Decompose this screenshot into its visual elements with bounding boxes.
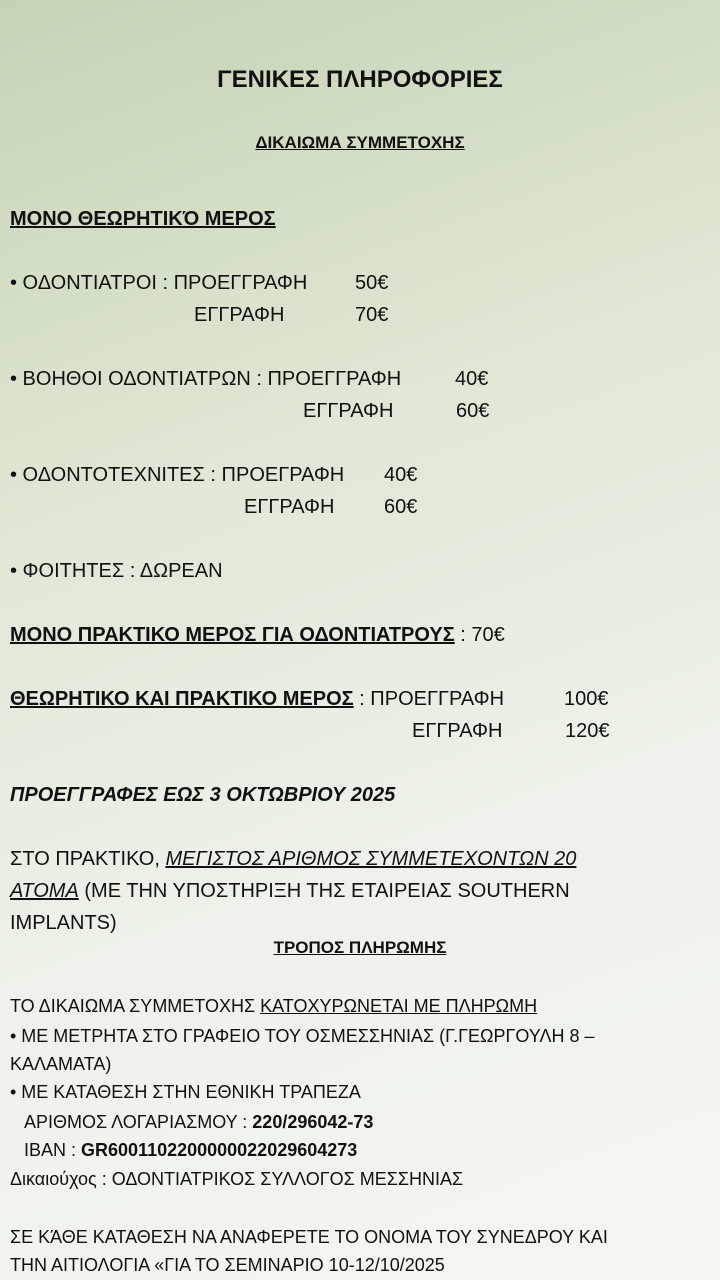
payment-heading: ΤΡΟΠΟΣ ΠΛΗΡΩΜΗΣ xyxy=(273,938,447,957)
preregistration-deadline: ΠΡΟΕΓΓΡΑΦΕΣ ΕΩΣ 3 ΟΚΤΩΒΡΙΟΥ 2025 xyxy=(10,784,396,806)
practical-note-prefix: ΣΤΟ ΠΡΑΚΤΙΚΟ, xyxy=(10,848,166,870)
theory-practical-heading: ΘΕΩΡΗΤΙΚΟ ΚΑΙ ΠΡΑΚΤΙΚΟ ΜΕΡΟΣ xyxy=(10,688,354,710)
assistants-reg-label: ΕΓΓΡΑΦΗ xyxy=(303,400,394,422)
students-line: • ΦΟΙΤΗΤΕΣ : ΔΩΡΕΑΝ xyxy=(10,560,223,582)
payment-intro-prefix: ΤΟ ΔΙΚΑΙΩΜΑ ΣΥΜΜΕΤΟΧΗΣ xyxy=(10,996,261,1016)
iban-label: IBAN : xyxy=(24,1140,82,1160)
page-title: ΓΕΝΙΚΕΣ ΠΛΗΡΟΦΟΡΙΕΣ xyxy=(217,66,503,93)
payment-note-line2: ΤΗΝ ΑΙΤΙΟΛΟΓΙΑ «ΓΙΑ ΤΟ ΣΕΜΙΝΑΡΙΟ 10-12/10/2025 xyxy=(10,1255,445,1275)
account-value: 220/296042-73 xyxy=(252,1112,374,1132)
theory-practical-line xyxy=(10,689,504,709)
payment-cash-line2: ΚΑΛΑΜΑΤΑ) xyxy=(10,1054,112,1074)
account-label: ΑΡΙΘΜΟΣ ΛΟΓΑΡΙΑΣΜΟΥ : xyxy=(24,1112,253,1132)
section-subtitle: ΔΙΚΑΙΩΜΑ ΣΥΜΜΕΤΟΧΗΣ xyxy=(255,133,465,152)
theory-practical-label: : ΠΡΟΕΓΓΡΑΦΗ xyxy=(353,688,505,710)
practical-note-max: ΜΕΓΙΣΤΟΣ ΑΡΙΘΜΟΣ ΣΥΜΜΕΤΕΧΟΝΤΩΝ 20 xyxy=(165,848,577,870)
theory-practical-reg-amount: 120€ xyxy=(565,720,610,742)
payment-note-line1: ΣΕ ΚΆΘΕ ΚΑΤΑΘΕΣΗ ΝΑ ΑΝΑΦΕΡΕΤΕ ΤΟ ΟΝΟΜΑ ΤΟΥ ΣΥΝΕΔΡΟΥ ΚΑΙ xyxy=(10,1227,608,1247)
practical-note-max-2: ΑΤΟΜΑ xyxy=(10,880,79,902)
technicians-label: • ΟΔΟΝΤΟΤΕΧΝΙΤΕΣ : ΠΡΟΕΓΡΑΦΗ xyxy=(10,464,345,486)
theory-practical-pre-amount: 100€ xyxy=(564,688,609,710)
dentists-reg-label: ΕΓΓΡΑΦΗ xyxy=(194,304,285,326)
dentists-label: • ΟΔΟΝΤΙΑΤΡΟΙ : ΠΡΟΕΓΓΡΑΦΗ xyxy=(10,272,308,294)
theory-practical-reg-label: ΕΓΓΡΑΦΗ xyxy=(412,720,503,742)
practical-note-line3: IMPLANTS) xyxy=(10,912,117,934)
payment-cash-line1: • ΜΕ ΜΕΤΡΗΤΑ ΣΤΟ ΓΡΑΦΕΙΟ ΤΟΥ ΟΣΜΕΣΣΗΝΙΑΣ (Γ.ΓΕΩΡΓΟΥΛΗ 8 – xyxy=(10,1026,595,1046)
dentists-reg-amount: 70€ xyxy=(355,304,389,326)
practical-note-support: (ΜΕ ΤΗΝ ΥΠΟΣΤΗΡΙΞΗ ΤΗΣ ΕΤΑΙΡΕΙΑΣ SOUTHERN xyxy=(78,880,570,902)
practical-note-line1 xyxy=(10,849,576,869)
technicians-reg-label: ΕΓΓΡΑΦΗ xyxy=(244,496,335,518)
theory-only-heading: ΜΟΝΟ ΘΕΩΡΗΤΙΚΌ ΜΕΡΟΣ xyxy=(10,208,276,230)
assistants-label: • ΒΟΗΘΟΙ ΟΔΟΝΤΙΑΤΡΩΝ : ΠΡΟΕΓΓΡΑΦΗ xyxy=(10,368,402,390)
practical-only-amount: : 70€ xyxy=(454,624,505,646)
practical-only-line xyxy=(10,625,505,645)
payment-beneficiary: Δικαιούχος : ΟΔΟΝΤΙΑΤΡΙΚΟΣ ΣΥΛΛΟΓΟΣ ΜΕΣΣΗΝΙΑΣ xyxy=(10,1169,464,1189)
payment-account xyxy=(24,1113,373,1131)
payment-intro-underlined: ΚΑΤΟΧΥΡΩΝΕΤΑΙ ΜΕ ΠΛΗΡΩΜΗ xyxy=(260,996,538,1016)
dentists-pre-amount: 50€ xyxy=(355,272,389,294)
technicians-pre-amount: 40€ xyxy=(384,464,418,486)
iban-value: GR6001102200000022029604273 xyxy=(81,1140,358,1160)
technicians-reg-amount: 60€ xyxy=(384,496,418,518)
assistants-reg-amount: 60€ xyxy=(456,400,490,422)
payment-iban xyxy=(24,1141,357,1159)
payment-intro xyxy=(10,997,537,1015)
assistants-pre-amount: 40€ xyxy=(455,368,489,390)
practical-only-heading: ΜΟΝΟ ΠΡΑΚΤΙΚΟ ΜΕΡΟΣ ΓΙΑ ΟΔΟΝΤΙΑΤΡΟΥΣ xyxy=(10,624,455,646)
practical-note-line2 xyxy=(10,881,570,901)
payment-bank-line: • ΜΕ ΚΑΤΑΘΕΣΗ ΣΤΗΝ ΕΘΝΙΚΗ ΤΡΑΠΕΖΑ xyxy=(10,1082,361,1102)
